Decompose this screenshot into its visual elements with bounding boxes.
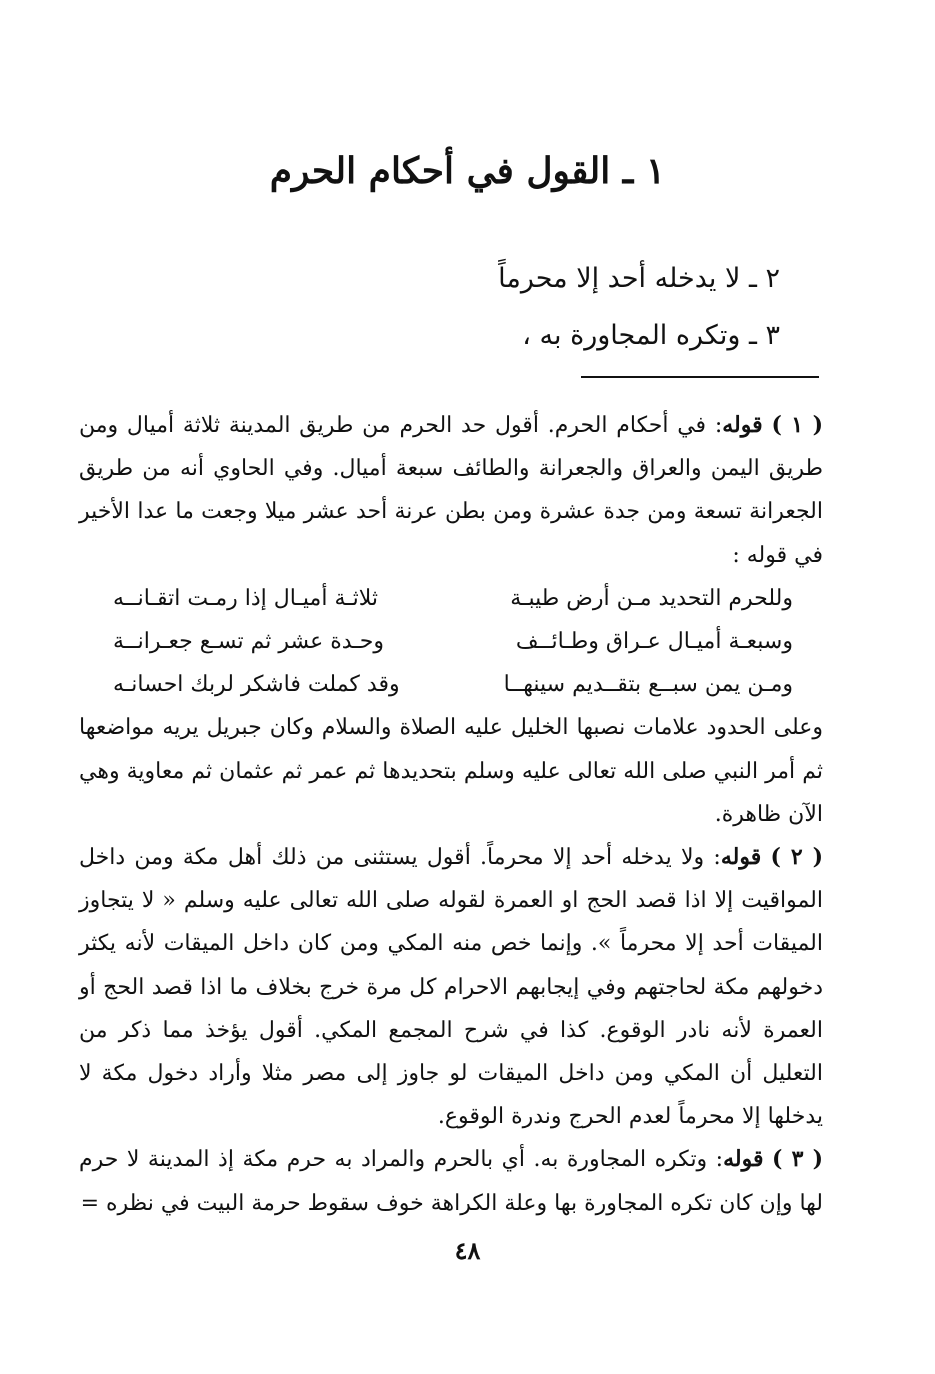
note-text: : في أحكام الحرم. أقول حد الحرم من طريق المدينة ثلاثة أميال ومن طريق اليمن والعراق والجعرانة والطائف سبعة أميال. وفي الحاوي أنه من طريق الجعرانة تسعة ومن جدة عشرة ومن بطن عرنة أحد عشر ميلا وجعت ما عدا الأخير في قوله : — [79, 413, 823, 568]
verse-second-hemistich: وقد كملت فاشكر لربك احسانـه — [113, 672, 400, 698]
note-label: قوله — [720, 844, 762, 871]
chapter-title: ١ ـ القول في أحكام الحرم — [269, 150, 666, 192]
page-number: ٤٨ — [454, 1236, 481, 1265]
poem — [79, 577, 823, 707]
note-number: ( ٢ ) — [770, 844, 823, 871]
commentary-note-1-continued: وعلى الحدود علامات نصبها الخليل عليه الصلاة والسلام وكان جبريل يريه مواضعها ثم أمر النبي صلى الله تعالى عليه وسلم بتحديدها ثم عمر ثم عثمان ثم معاوية وهي الآن ظاهرة. — [79, 715, 823, 827]
poem-verse — [113, 663, 793, 706]
commentary-note-1 — [79, 404, 823, 577]
verse-first-hemistich: وللحرم التحديد مـن أرض طيبـة — [510, 585, 793, 611]
matn-block — [220, 250, 780, 364]
verse-first-hemistich: وسبعـة أميـال عـراق وطـائــف — [515, 629, 793, 655]
verse-second-hemistich: ثلاثـة أميـال إذا رمـت اتقـانــه — [113, 585, 379, 611]
note-text: : وتكره المجاورة به. أي بالحرم والمراد به حرم مكة إذ المدينة لا حرم لها وإن كان تكره المجاورة بها وعلة الكراهة خوف سقوط حرمة البيت في نظره = — [79, 1147, 823, 1216]
commentary-note-3 — [79, 1138, 823, 1224]
commentary-block — [79, 404, 823, 1225]
commentary-note-2 — [79, 836, 823, 1138]
poem-verse — [113, 620, 793, 663]
poem-verse — [113, 577, 793, 620]
verse-second-hemistich: وحـدة عشر ثم تسـع جعـرانــة — [113, 629, 384, 655]
note-text: : ولا يدخله أحد إلا محرماً. أقول يستثنى من ذلك أهل مكة ومن داخل المواقيت إلا اذا قصد الحج او العمرة لقوله صلى الله تعالى عليه وسلم « لا يتجاوز الميقات أحد إلا محرماً ». وإنما خص منه المكي ومن كان داخل الميقات لأنه يكثر دخولهم مكة لحاجتهم وفي إيجابهم الاحرام كل مرة خرج بخلاف ما اذا قصد الحج أو العمرة لأنه نادر الوقوع. كذا في شرح المجمع المكي. أقول يؤخذ مما ذكر من التعليل أن المكي ومن داخل الميقات لو جاوز إلى مصر مثلا وأراد دخول مكة لا يدخلها إلا محرماً لعدم الحرج وندرة الوقوع. — [79, 845, 823, 1130]
verse-first-hemistich: ومـن يمن سبــع بتقــديم سينهــا — [503, 672, 793, 698]
note-label: قوله — [723, 1146, 764, 1173]
note-label: قوله — [722, 412, 763, 438]
note-number: ( ١ ) — [771, 412, 823, 438]
footnote-separator — [581, 376, 819, 378]
matn-line-2: ٢ ـ لا يدخله أحد إلا محرماً — [498, 263, 780, 294]
matn-line-3: ٣ ـ وتكره المجاورة به ، — [522, 320, 780, 351]
note-number: ( ٣ ) — [772, 1146, 823, 1173]
